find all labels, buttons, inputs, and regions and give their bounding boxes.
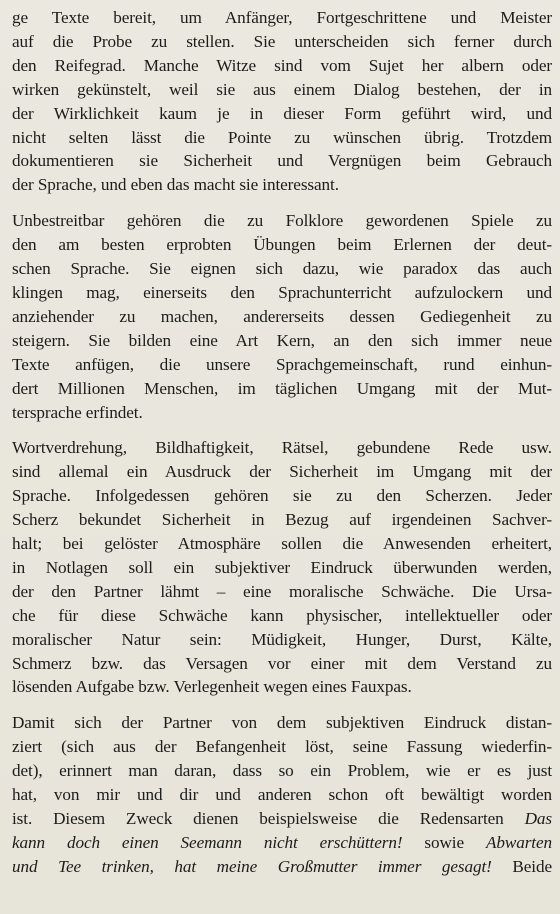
paragraph-2	[12, 209, 552, 424]
text-line: klingen mag, einerseits den Sprachunterricht aufzulockern und	[12, 282, 552, 302]
paragraph-3	[12, 436, 552, 699]
text-line: halt; bei gelöster Atmosphäre sollen die Anwesenden erheitert,	[12, 534, 552, 554]
text-line: ziert (sich aus der Befangenheit löst, seine Fassung wiederfin-	[12, 737, 552, 757]
text-line: Schmerz bzw. das Versagen vor einer mit dem Verstand zu	[12, 653, 552, 673]
text-line: schen Sprache. Sie eignen sich dazu, wie paradox das auch	[12, 259, 552, 279]
text-line: ge Texte bereit, um Anfänger, Fortgeschrittene und Meister	[12, 8, 552, 27]
text-line: der den Partner lähmt – eine moralische Schwäche. Die Ursa-	[12, 581, 552, 601]
text-line: anziehender zu machen, andererseits dessen Gediegenheit zu	[12, 306, 552, 326]
text-line: den Reifegrad. Manche Witze sind vom Sujet her albern oder	[12, 55, 552, 75]
text-line: den am besten erprobten Übungen beim Erlernen der deut-	[12, 235, 552, 255]
text-line: steigern. Sie bilden eine Art Kern, an den sich immer neue	[12, 330, 552, 350]
text-line: nicht selten lässt die Pointe zu wünschen übrig. Trotzdem	[12, 127, 552, 147]
italic-phrase: und Tee trinken, hat meine Großmutter immer gesagt!	[12, 856, 492, 876]
italic-phrase: kann doch einen Seemann nicht erschüttern!	[12, 832, 403, 852]
text-line: in Notlagen soll ein subjektiver Eindruck überwunden werden,	[12, 557, 552, 577]
text-line	[12, 807, 552, 831]
italic-phrase: Das	[524, 809, 552, 828]
text-line: Wortverdrehung, Bildhaftigkeit, Rätsel, gebundene Rede usw.	[12, 438, 552, 458]
text-line: Sprache. Infolgedessen gehören sie zu den Scherzen. Jeder	[12, 486, 552, 506]
text-line: moralischer Natur sein: Müdigkeit, Hunger, Durst, Kälte,	[12, 629, 552, 649]
text-line: sind allemal ein Ausdruck der Sicherheit im Umgang mit der	[12, 462, 552, 482]
text-line: auf die Probe zu stellen. Sie unterscheiden sich ferner durch	[12, 31, 552, 51]
text-segment: Beide	[491, 856, 552, 876]
text-line: Unbestreitbar gehören die zu Folklore gewordenen Spiele zu	[12, 211, 552, 231]
text-segment: ist. Diesem Zweck dienen beispielsweise die Redensarten	[12, 809, 504, 828]
text-segment: sowie	[402, 832, 486, 852]
text-line: det), erinnert man daran, dass so ein Problem, wie er es just	[12, 761, 552, 781]
text-line: lösenden Aufgabe bzw. Verlegenheit wegen eines Fauxpas.	[12, 677, 412, 697]
text-line: wirken gekünstelt, weil sie aus einem Dialog bestehen, der in	[12, 79, 552, 99]
text-line: der Wirklichkeit kaum je in dieser Form geführt wird, und	[12, 103, 552, 123]
italic-phrase: Abwarten	[485, 832, 552, 852]
text-line	[12, 831, 552, 855]
text-line	[12, 855, 552, 879]
text-line: tersprache erfindet.	[12, 402, 143, 422]
text-line: hat, von mir und dir und anderen schon oft bewältigt worden	[12, 785, 552, 805]
text-line: der Sprache, und eben das macht sie interessant.	[12, 175, 339, 195]
text-line: Damit sich der Partner von dem subjektiven Eindruck distan-	[12, 713, 552, 733]
text-line: dokumentieren sie Sicherheit und Vergnügen beim Gebrauch	[12, 151, 552, 171]
text-line: Scherz bekundet Sicherheit in Bezug auf irgendeinen Sachver-	[12, 510, 552, 530]
text-line: dert Millionen Menschen, im täglichen Umgang mit der Mut-	[12, 378, 552, 398]
text-line: che für diese Schwäche kann physischer, intellektueller oder	[12, 605, 552, 625]
paragraph-1	[12, 6, 552, 197]
paragraph-4	[12, 711, 552, 878]
text-line: Texte anfügen, die unsere Sprachgemeinschaft, rund einhun-	[12, 354, 552, 374]
